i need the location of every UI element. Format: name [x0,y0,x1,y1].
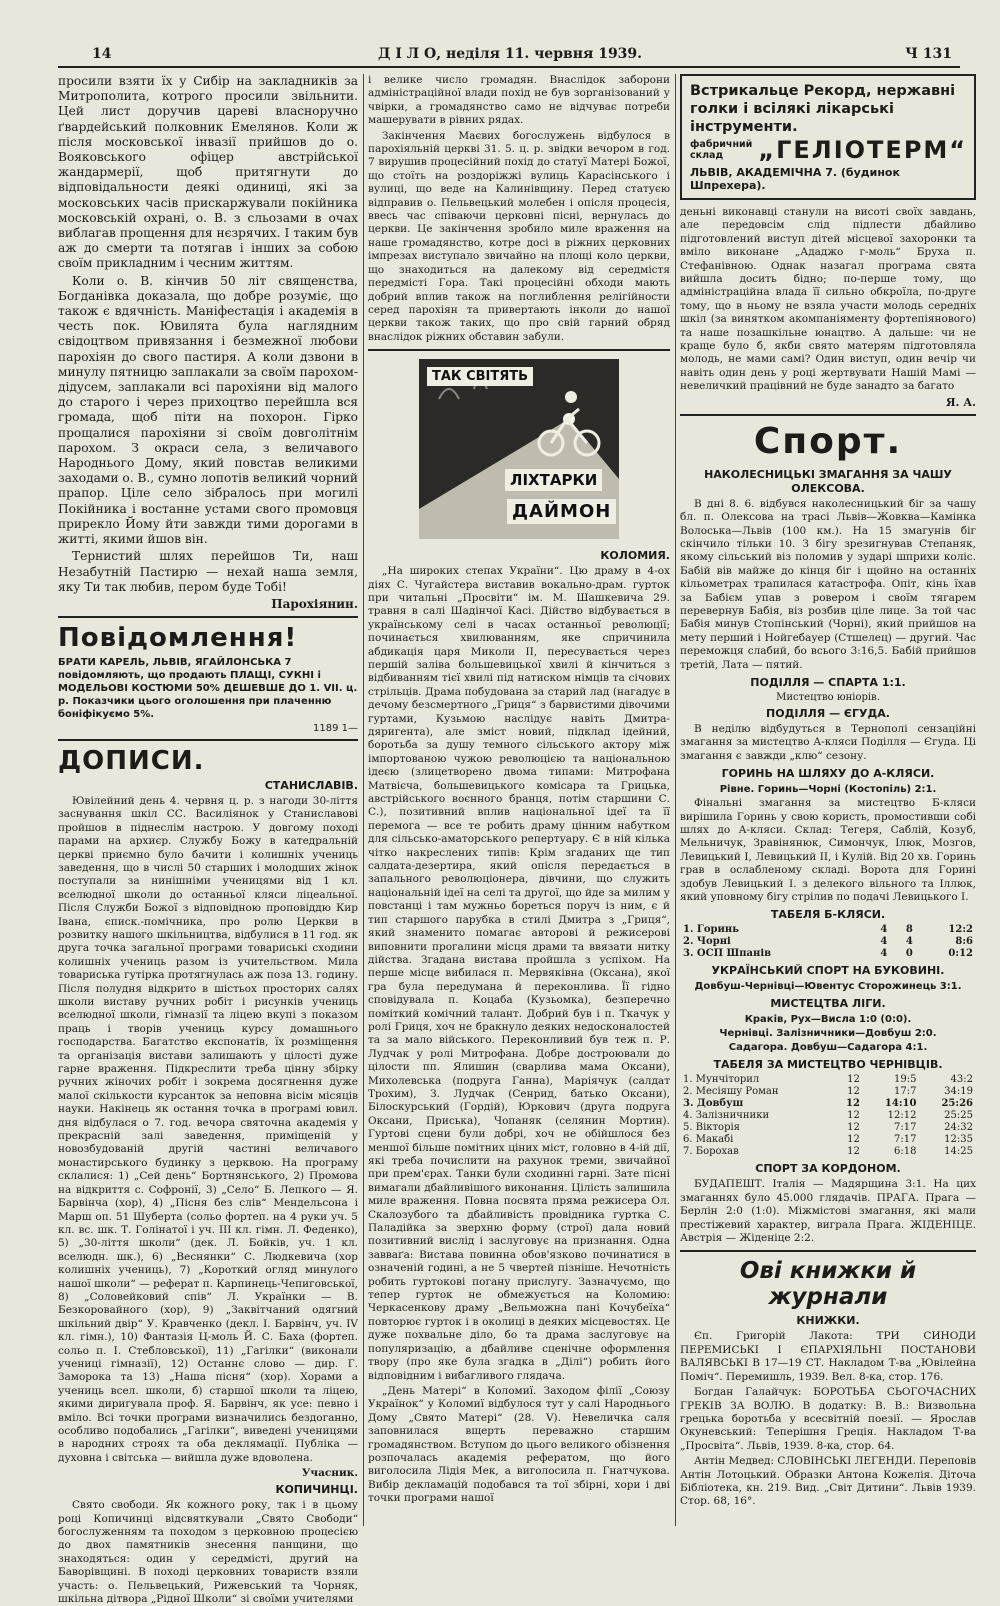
kolomyia-paragraph: „На широких степах України“. Цю драму в 4-ох діях С. Чугайстера виставив вокально-драм. гурток при читальні „Просвіти“ ім. М. Шашкевича 29. травня в салі Шадінчої Касі. Дійство відбувається в українському селі в часах останньої революції; починається хвилюванням, яке спричинила абдикація царя Миколи II, пересувається через першій заліва большевицької хвилі й кінчиться з відбиванням тієї хвилі під натиском німців та січових стрільців. Драма побудована за старий лад (нагадує в дечому безсмертного „Гриця“ з барвистими дівочими гуртами, Кузьмою наслідує навіть Дмитра-дяригента), але зміст новий, підклад ідейний, боротьба за душу темного сільського актору між імпортованою чужою революцією та національною ідеєю (злицетворено двома типами: Митрофана Матвієча, большевицького комісара та Грицька, австрійського воєнного бранця, потім старшини С. С.), позитивний вплив національної ідеї та її перемога — все те робить драму цінним набутком для сільсько-аматорського репертуару. Є в ній кілька чітко накреслених типів: Крім згаданих ще тип салдата-дезертира, який опісля передається в запального революціонера, дівчини, що служить національній ідеї на селі та другої, що йде за милим у повстанці і там мужньо бореться поруч із ним, є й тип старшого парубка в стилі Дмитра з „Гриця“, який знаменито помагає авторові й режисерові виповнити прогалини місця драми та ввязати нитку дійства. Згадана вистава пройшла з успіхом. На перше місце вибилася п. Мервяківна (Оксана), якої гра була передумана й переконлива. Її гідно сповідувала п. Коцаба (Кузьомка), безперечно поміткий комічний талант. Добрий був і п. Ткачук у ролі Гриця, хоч не бракнуло деяких недосконалостей та за мало війського. Переконливий був теж п. Р. Лудчак у ролі Митрофана. Добре достроювали до цілости пп. Ялишин (сварлива мама Оксани), Михолевська (подруга Ганна), Маріячук (салдат Трохим), З. Лудчак (Сенрид, батько Оксани), Білоскурський (Гордій), Юркович (друга подруга Оксани, Приська), Чопаняк (селянин Мортин). Гуртові сцени були добрі, хоч не обійшлося без меншої більше помітних ціних міст, головно в 4-ій дії, які треба почислити на рахунок треми, звичайної при прем'єрах. Танки були сходинні гарні. Зате пісні вимагали дбайливішого виконання. Цілість залишила миле враження. Повна посвята пряма режисера Ол. Скалозубого та дбайливість провідника гуртка С. Паладійка за зверхню форму (строї) дала новий позитивний вислід і заслуговує на признання. Одна завваґа: Вистава повинна обов'язково починатися в означеній годині, а не 5 чвертей пізніше. Нечотність робить гуртокові погану прислугу. Зазначуємо, що тепер гурток не обмежується на Коломию: Черкасенкову драму „Вельможна пані Кочубеїха“ повторює гурток і в околиці в деяких місцевостях. Це дуже похвальне діло, бо та драма заслуговує на популяризацію, а дбайливе сценічне оформлення твору (про яке була згадка в „Ділі“) робить його відповідним і вибагливого глядача. [368,565,670,1382]
goals-cell: 14:25 [944,1146,973,1158]
books-title: Ові книжки й журнали [739,1258,917,1311]
newspaper-title: Д І Л О, неділя 11. червня 1939. [378,46,643,62]
team-cell: 4. Залізничники [683,1110,770,1122]
column-rule [363,74,364,1526]
games-cell: 12 [847,1134,860,1146]
table-b-heading: ТАБЕЛЯ Б-КЛЯСИ. [770,908,886,922]
games-cell: 4 [880,924,888,936]
obituary-signature: Парохіянин. [271,596,358,611]
chernivtsi-table [680,1074,976,1158]
divider [680,414,976,416]
league-result: Садагора. Довбуш—Садагора 4:1. [728,1042,928,1054]
ad-label-brand: ДАЙМОН [507,499,616,524]
points-cell: 7:17 [893,1134,917,1146]
ad-small-label: фабричний [690,139,753,150]
points-cell: 19:5 [893,1074,917,1086]
horyn-score: Рівне. Горинь—Чорні (Костопіль) 2:1. [719,784,937,796]
games-cell: 4 [880,948,888,960]
team-cell: 1. Мунчіторил [683,1074,760,1086]
books-subheading: КНИЖКИ. [796,1314,860,1328]
team-cell: 3. Довбуш [683,1098,744,1110]
table-row [680,1098,976,1110]
goals-cell: 43:2 [950,1074,973,1086]
games-cell: 12 [847,1146,860,1158]
stanislaviv-signature: Учасник. [301,1467,358,1480]
divider [680,1250,976,1252]
games-cell: 12 [847,1110,860,1122]
column-middle [368,74,670,1528]
stanislaviv-paragraph: Ювілейний день 4. червня ц. р. з нагоди 30-ліття заснування шкіл СС. Василіянок у Станиславові пройшов в піднеслім настрою. У довгому поході парами на архиєр. Службу Божу в катедральній церкві приємно було бачити і колишніх учениць заведення, що в числі 50 старших і молодших жінок поступали за нинішніми ученицями від 1 кл. вселюдної школи до останньої кляси ліцеальної. Після Служби Божої з відповідною проповіддю Кир Івана, єписк.-помічника, про ролю Церкви в розвитку нашого шкільництва, відбулися в 11 год. як друга точка загальної програми товариські сходини колишніх учениць разом із учительством. Мила товариська гутірка протягнулась аж поза 13. годину. Після полудня відкрито в шістьох просторих салях школи виставу ручних робіт і рисунків учениць вселюдної школи, гімназії та ліцею вкупі з показом праць і творів учениць курсу домашнього господарства. Багатство експонатів, їх розміщення та організація вистави залишають у цілості дуже гарне враження. Підкреслити треба цінну збірку ручних жіночих робіт і зокрема досягнення дуже малої скількости курсанток за неповна вісім місяців науки. Накінець як остання точка в програмі ювил. дня відбулася о 7. год. вечора святочна академія у прекрасній залі заведення, приміщеній у новозбудованій другій частині величавого монастирського будинку з церквою. На програму склалися: 1) „Сей день“ Бортнянського, 2) Промова на відкриття с. Софронії, 3) „Село“ Б. Лепкого — Я. Барвінча (хор), 4) „Пісня без слів“ Мендельсона і Марш оп. 51 Шуберта (сольо фортеп. на 4 руки уч. 5 кл. вс. шк. Т. Голінатої і уч. III кл. гімн. Л. Феденко), 5) „30-ліття школи“ (дек. Л. Бойків, уч. 1 кл. вселюдн. шк.), 6) „Веснянки“ С. Людкевича (хор колишніх учениць), 7) „Короткий огляд минулого нашої школи“ — реферат п. Карпинець-Чепиговської, 8) „Соловейковий спів“ Л. Українки — В. Безкоровайного (хор), 9) „Заквітчаний одягний шкільний двір“ У. Кравченко (декл. І. Барвінч, уч. IV кл. гімн.), 10) Фантазія Ц-моль Й. С. Баха (фортеп. сольо п. І. Стебловської), 11) „Гагілки“ (виконали учениці гімназії), 12) Останнє слово — дир. Г. Заморока та 13) „Наша пісня“ (хор). Хорами а учениць всел. школи, б) старшої школи та ліцею, якими диригувала проф. Я. Барвінч, як усе: певно і вміло. Всі точки програми визначились бездоганно, особливо подобались „Гагілки“, виведені ученицями в народних строях та оба деклямації. Публіка — духовна і світська — вийшла дуже вдоволена. [58,794,358,1464]
ad-address: ЛЬВІВ, АКАДЕМІЧНА 7. (будинок Шпрехера). [690,166,900,192]
podillia-egud-paragraph: В неділю відбудуться в Тернополі сензаційні змагання за мистецтво А-кляси Поділля — Єгуда. Ці змагання є завжди „клю“ сезону. [680,722,976,762]
kolomyia-heading: КОЛОМИЯ. [600,549,670,563]
continued-signature: Я. А. [945,395,976,409]
issue-number: Ч 131 [905,46,952,62]
dopysy-title: ДОПИСИ. [58,745,205,776]
team-cell: 1. Горинь [683,924,740,936]
table-row [680,1110,976,1122]
points-cell: 6:18 [893,1146,917,1158]
table-row [680,936,976,948]
podillia-sparta-heading: ПОДІЛЛЯ — СПАРТА 1:1. [750,675,906,689]
heliotherm-ad [680,74,976,200]
book-entry: Антін Медвед: СЛОВІНСЬКІ ЛЕГЕНДИ. Переповів Антін Лотоцький. Образки Антона Кожелія. Діточа Бібліотека, кн. 219. Вид. „Світ Дитини“. Львів 1939. Стор. 68, 16°. [680,1455,976,1508]
table-row [680,1074,976,1086]
kopychyntsi-heading: КОПИЧИНЦІ. [275,1483,358,1497]
games-cell: 12 [845,1098,860,1110]
points-cell: 14:10 [884,1098,917,1110]
table-row [680,1134,976,1146]
goals-cell: 25:26 [941,1098,973,1110]
goals-cell: 0:12 [948,948,973,960]
ad-label-top: ТАК СВІТЯТЬ [427,367,533,386]
team-cell: 7. Борохав [683,1146,739,1158]
table-row [680,948,976,960]
points-cell: 8 [905,924,913,936]
horyn-heading: ГОРИНЬ НА ШЛЯХУ ДО А-КЛЯСИ. [721,767,935,781]
ad-small-labels [690,139,752,161]
goals-cell: 8:6 [955,936,973,948]
team-cell: 3. ОСП Шпанів [683,948,772,960]
ad-brand-row [690,136,966,164]
league-result: Кракiв, Рух—Висла 1:0 (0:0). [744,1014,912,1026]
goals-cell: 12:2 [948,924,973,936]
race-paragraph: В дні 8. 6. відбувся наколесницький біг за чашу бл. п. Олексова на трасі Львів—Жовква—Камінка Волоська—Львів (100 км.). На 15 змагунів біг скінчило тільки 10. З бігу зрезигнував Степаняк, якому сільський віз поломив у зударі шприхи коліс. Бабій вів майже до кінця біг і щойно на останніх кільометрах трапилася катастрофа. Опіт, кінь їхав за Бабієм упав з ровером і своїм тягарем перевернув Бабія, віз розбив ціле лице. За той час Бабія минув Стопінський (Чорні), який прийшов на мету перший і Нойгебауер (Стшелец) — другий. Час переможця слабий, бо всього 3:16,5. Бабій прийшов третій, Лата — пятий. [680,497,976,671]
column-rule [675,74,676,1526]
goals-cell: 34:19 [944,1086,973,1098]
kopychyntsi-continued: Закінчення Маєвих богослужень відбулося в парохіяльній церкві 31. 5. ц. р. звідки вечором в год. 7 вирушив процесійний похід до статуї Матері Божої, що стоїть на роздоріжжі вулиць Карасінського і вулиці, що веде на Калинівщину. Перед статуєю відправив о. Пельвецький молебен і опісля процесія, ввесь час співаючи церковні пісні, вернулась до церкви. Це закінчення зробило миле враження на наше громадянство, котре досі в ріжних церковних імпрезах виступало звичайно на площі коло церкви, що знаходиться на далекому від середмістя передмісті Гора. Такі процесійні обходи мають добрий вплив також на поглиблення релігійности серед парохіян та привертають інколи до нашої церкви також таких, що про свій гарний обряд внаслідок ріжних обставин забули. [368,129,670,343]
obituary-paragraph: просили взяти їх у Сибір на закладників за Митрополита, котрого просили звільнити. Цей лист доручив цареві власноручно ґвардейський полковник Емелянов. Коли ж після московської інвазії прийшов до о. Вояковського офіцер австрійської жандармерії, щоб притягнути до відповідальности деякі одиниці, які за московських часів прискаржували покійника московській охрані, о. В. з сльозами в очах виблагав прощення для нєзрячих. І таким був аж до смерти та потягав і інших за собою своїм прикладним і чесним життям. [58,74,358,271]
divider [58,739,358,741]
divider [58,616,358,618]
divider [368,349,670,351]
points-cell: 4 [905,936,913,948]
points-cell: 0 [905,948,913,960]
table-row [680,1146,976,1158]
team-cell: 6. Макабі [683,1134,734,1146]
table-row [680,1086,976,1098]
ad-text: Встрикальце Рекорд, нержавні голки і всілякі лікарські інструменти. [690,83,956,135]
team-cell: 5. Вікторія [683,1122,740,1134]
team-cell: 2. Чорні [683,936,731,948]
points-cell: 12:12 [887,1110,917,1122]
goals-cell: 12:35 [944,1134,973,1146]
ad-brand: „ГЕЛІОТЕРМ“ [758,136,968,164]
bukovyna-result: Довбуш-Чернівці—Ювентус Сторожинець 3:1. [694,981,962,993]
horyn-paragraph: Фінальні змагання за мистецтво Б-кляси вирішила Горинь у свою користь, промостивши собі шлях до А-кляси. Склад: Тегеря, Саблій, Козуб, Мельничук, Зравінянюк, Симончук, Ілюк, Мозгов, Левицький І, Левицький ІІ, і Кулій. Від 20 хв. Горинь грав в ослабленому складі. Ворота для Горині здобув Левицький І. з делекого вільного та Іллюк, який уповному бігу стрілив по подачі Левицького І. [680,797,976,904]
sport-title: Спорт. [753,420,903,462]
games-cell: 12 [847,1086,860,1098]
kopychyntsi-continued: і велике число громадян. Внаслідок заборони адміністраційної влади похід не був зорганізований у чвірки, а громадянство само не відчуває потреби машерувати в рівних рядах. [368,74,670,127]
daimon-flashlight-ad-image [419,359,619,539]
podillia-sparta-sub: Мистецтво юніорів. [776,691,880,703]
notices-title: Повідомлення! [58,622,298,653]
abroad-paragraph: БУДАПЕШТ. Італія — Мадярщина 3:1. На цих змаганнях було 45.000 глядачів. ПРАГА. Прага — Берлін 2:0 (1:0). Міжмістові змагання, які мали престіжевий характер, виграла Прага. ЖІДЕНІЦЕ. Австрія — Жіденіце 2:2. [680,1178,976,1245]
bukovyna-heading: УКРАЇНСЬКИЙ СПОРТ НА БУКОВИНІ. [711,964,945,978]
games-cell: 4 [880,936,888,948]
obituary-paragraph: Тернистий шлях перейшов Ти, наш Незабутній Пастирю — нехай наша земля, яку Ти так любив, пером буде Тобі! [58,549,358,594]
kolomyia-paragraph: „День Матері“ в Коломиї. Заходом філії „Союзу Українок“ у Коломиї відбулося тут у салі Народнього Дому „Свято Матері“ (28. V). Невеличка саля заповнилася вщерть переважно старшим громадянством. Вступом до цього великого обізнення розпочалась академія рефератом, що його виголосила Лідія Мек, а виголосила п. Гнатчукова. Вибір декламацій подобався та тої збірні, хори і дві точки програми нашої [368,1384,670,1505]
games-cell: 12 [847,1074,860,1086]
race-heading: НАКОЛЕСНИЦЬКІ ЗМАГАННЯ ЗА ЧАШУ ОЛЕКСОВА. [704,467,952,495]
notice-id: 1189 1— [313,722,358,734]
book-entry: Богдан Галайчук: БОРОТЬБА СЬОГОЧАСНИХ ГРЕКІВ ЗА ВОЛЮ. В додатку: В. В.: Визвольна грецька боротьба у всесвітній поезії. — Ярослав Окуневський: Теперішня Греція. Накладом Т-ва „Просвіта“. Львів, 1939. 8-ка, стор. 64. [680,1386,976,1452]
ad-small-label: склад [690,150,724,161]
column-left [58,74,359,1606]
league-heading: МИСТЕЦТВА ЛІГИ. [770,997,886,1011]
podillia-egud-heading: ПОДІЛЛЯ — ЄГУДА. [766,706,890,720]
stanislaviv-heading: СТАНИСЛАВІВ. [264,778,358,792]
kopychyntsi-paragraph: Свято свободи. Як кожного року, так і в цьому році Копичинці відсвяткували „Свято Свободи“ богослуженням та походом з церковною процесією до двох памятників знесення панщини, що знаходяться: один у середмісті, другий на Баворівщині. В поході церковних товариств взяли участь: о. Пельвецький, Рижевський та Чорняк, шкільна дітвора „Рідної Школи“ зі своїми учителями [58,1499,358,1606]
column-right [680,74,976,1528]
games-cell: 12 [847,1122,860,1134]
ad-label-mid: ЛІХТАРКИ [505,469,602,491]
book-entry: Єп. Григорій Лакота: ТРИ СИНОДИ ПЕРЕМИСЬКІ І ЄПАРХІЯЛЬНІ ПОСТАНОВИ ВАЛЯВСЬКІ В 17—19 СТ. Накладом Т-ва „Ювілейна Поміч“. Перемишль, 1939. Вел. 8-ка, стор. 176. [680,1330,976,1383]
league-result: Чернівці. Залізничники—Довбуш 2:0. [719,1028,937,1040]
chernivtsi-heading: ТАБЕЛЯ ЗА МИСТЕЦТВО ЧЕРНІВЦІВ. [713,1058,943,1072]
obituary-paragraph: Коли о. В. кінчив 50 літ священства, Богданівка доказала, що добре розуміє, що також є вдячність. Маніфестація і академія в честь пок. Ювилята була наглядним свідоцтвом привязання і безмежної любови пароxіян до свого пастиря. А коли дзвони в минулу пятницю заплакали за своїм парохом-дідусем, заплакали всі парохіяни від малого до старого і через прихоцтво перейшла вся громада, щоб піти на похорон. Гірко прощалися парохіяни зі своїм довголітнім парохом. З окраси села, з величавого Народнього Дому, який повстав великими заходами о. В., сумно лопотів великий чорний прапор. Ціле село зібралось при могилі Покійника і востанне устами свого промовця прирекло Йому йти завжди тими дорогами в житті, якими йшов він. [58,273,359,547]
goals-cell: 24:32 [944,1122,973,1134]
obituary-article [58,74,358,611]
table-row [680,1122,976,1134]
page-number: 14 [92,46,112,62]
goals-cell: 25:25 [944,1110,973,1122]
continued-paragraph: деньні виконавці станули на висоті своїх завдань, але передовсім слід підлести дбайливо підготовлений виступ дітей місцевої захоронки та вміло виконане „Ададжо г-моль“ Бруха п. Стефанівною. Однак назагал програма свята вийшла досить бідно; по-перше тому, що адміністраційна влада її сильно обкроїла, по-друге тому, що в ньому не взяла участи молодь середніх шкіл (за винятком акомпаніяменту фортепіянового) та наше позашкільне юнацтво. А дальше: чи не краще було б, якби свято матерям підготовляла молодь, не мами самі? Один виступ, один вечір чи навіть один день у році жертвувати Нашій Мамі — невеличкий працівний не буде занадто за багато [680,206,976,393]
page-header [58,44,960,68]
table-row [680,924,976,936]
table-b [680,924,976,960]
abroad-heading: СПОРТ ЗА КОРДОНОМ. [755,1162,901,1176]
points-cell: 7:17 [893,1122,917,1134]
notice-text: БРАТИ КАРЕЛЬ, ЛЬВІВ, ЯГАЙЛОНСЬКА 7 повідомляють, що продають ПЛАЩІ, СУКНІ і МОДЕЛЬОВІ КОСТЮМИ 50% ДЕШЕВШЕ ДО 1. VII. ц. р. Показчики цього оголошення при плаченню боніфікуємо 5%. [58,656,358,720]
team-cell: 2. Месіяшу Роман [683,1086,779,1098]
points-cell: 17:7 [893,1086,917,1098]
